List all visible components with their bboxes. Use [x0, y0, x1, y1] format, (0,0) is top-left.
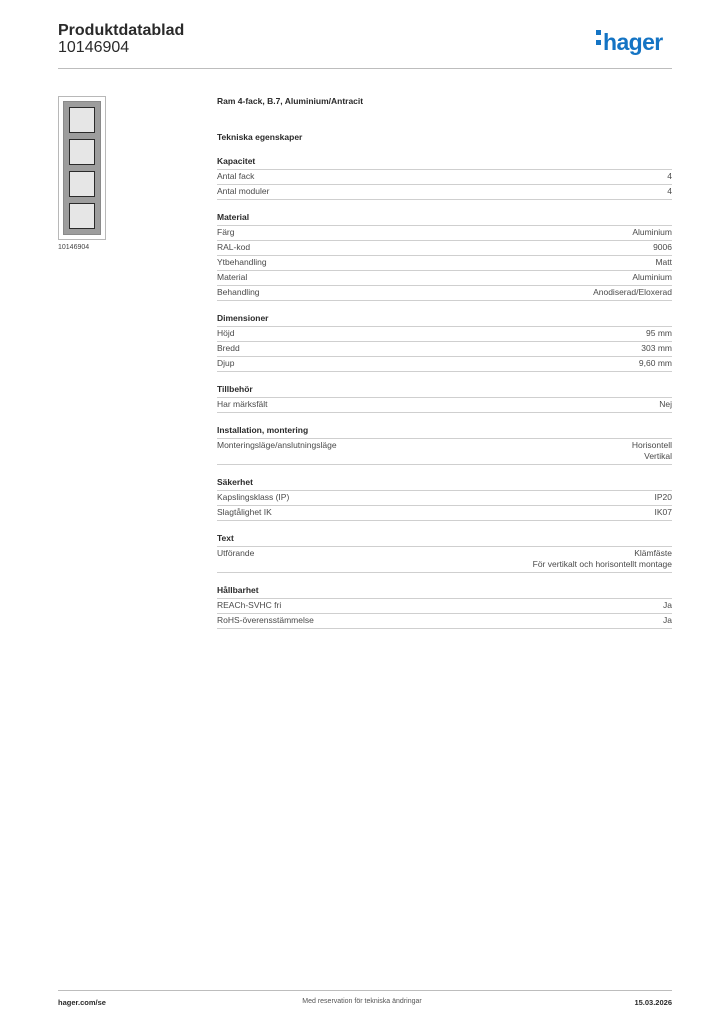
spec-row	[217, 439, 672, 465]
logo-colon-icon	[596, 27, 601, 50]
spec-label: Slagtålighet IK	[217, 507, 272, 517]
image-caption: 10146904	[58, 244, 90, 251]
spec-value-line: Ja	[663, 600, 672, 610]
section-heading: Tillbehör	[217, 384, 672, 398]
spec-row	[217, 342, 672, 357]
spec-label: Utförande	[217, 548, 255, 558]
spec-row	[217, 256, 672, 271]
spec-value-line: Horisontell	[631, 440, 672, 450]
spec-section	[217, 156, 672, 200]
footer-date: 15.03.2026	[634, 998, 672, 1007]
spec-value-line: 4	[667, 171, 672, 181]
spec-column	[217, 95, 672, 629]
spec-value	[655, 492, 673, 503]
spec-value-line: Aluminium	[632, 272, 672, 282]
spec-value-line: 9,60 mm	[638, 358, 672, 368]
spec-value	[667, 171, 672, 182]
spec-section	[217, 384, 672, 413]
spec-label: RAL-kod	[217, 242, 251, 252]
spec-row	[217, 398, 672, 413]
spec-value	[659, 399, 672, 410]
spec-value-line: Nej	[659, 399, 672, 409]
footer-website[interactable]: hager.com/se	[58, 998, 106, 1007]
spec-section	[217, 477, 672, 521]
spec-value	[655, 507, 673, 518]
spec-value-line: 4	[667, 186, 672, 196]
spec-label: REACh-SVHC fri	[217, 600, 282, 610]
spec-row	[217, 614, 672, 629]
product-number: 10146904	[58, 39, 130, 56]
section-heading: Hållbarhet	[217, 585, 672, 599]
spec-sections	[217, 156, 672, 629]
spec-value	[646, 328, 672, 339]
spec-label: Bredd	[217, 343, 240, 353]
spec-row	[217, 599, 672, 614]
spec-value	[593, 287, 672, 298]
spec-value	[632, 227, 672, 238]
spec-section	[217, 533, 672, 573]
spec-row	[217, 241, 672, 256]
spec-label: Har märksfält	[217, 399, 268, 409]
spec-section	[217, 212, 672, 301]
spec-value-line: 9006	[653, 242, 672, 252]
section-heading: Installation, montering	[217, 425, 672, 439]
spec-label: Djup	[217, 358, 235, 368]
product-image	[58, 96, 106, 240]
product-name: Ram 4-fack, B.7, Aluminium/Antracit	[217, 96, 364, 106]
spec-section	[217, 313, 672, 372]
spec-value	[667, 186, 672, 197]
spec-value	[653, 242, 672, 253]
spec-value	[639, 358, 672, 369]
frame-slot	[69, 107, 95, 133]
footer-divider	[58, 990, 672, 991]
spec-section	[217, 425, 672, 465]
section-heading: Kapacitet	[217, 156, 672, 170]
spec-value-line: Ja	[663, 615, 672, 625]
spec-value	[533, 548, 672, 570]
spec-value-line: IK07	[654, 507, 672, 517]
spec-value-line: IP20	[654, 492, 672, 502]
spec-label: Monteringsläge/anslutningsläge	[217, 440, 337, 450]
spec-value-line: 95 mm	[646, 328, 672, 338]
frame-slot	[69, 139, 95, 165]
spec-value-line: Klämfäste	[634, 548, 672, 558]
section-heading: Material	[217, 212, 672, 226]
spec-label: Antal fack	[217, 171, 255, 181]
spec-value-line: Aluminium	[632, 227, 672, 237]
spec-row	[217, 357, 672, 372]
spec-section	[217, 585, 672, 629]
spec-row	[217, 327, 672, 342]
spec-value	[655, 257, 672, 268]
spec-row	[217, 185, 672, 200]
spec-value-line: Vertikal	[644, 451, 672, 461]
spec-value	[632, 272, 672, 283]
spec-label: Material	[217, 272, 248, 282]
spec-label: Ytbehandling	[217, 257, 267, 267]
spec-value	[663, 600, 672, 611]
section-heading: Säkerhet	[217, 477, 672, 491]
frame-slot	[69, 171, 95, 197]
spec-value	[632, 440, 672, 462]
spec-row	[217, 547, 672, 573]
spec-heading: Tekniska egenskaper	[217, 132, 303, 142]
spec-label: Kapslingsklass (IP)	[217, 492, 290, 502]
frame-plate	[63, 101, 101, 235]
spec-label: Behandling	[217, 287, 260, 297]
header-divider	[58, 68, 672, 69]
section-heading: Dimensioner	[217, 313, 672, 327]
spec-label: Färg	[217, 227, 235, 237]
spec-value-line: 303 mm	[641, 343, 672, 353]
spec-row	[217, 506, 672, 521]
spec-value	[641, 343, 672, 354]
spec-label: RoHS-överensstämmelse	[217, 615, 314, 625]
document-title: Produktdatablad	[58, 22, 185, 39]
spec-label: Höjd	[217, 328, 235, 338]
spec-value	[663, 615, 672, 626]
logo-text: hager	[603, 29, 663, 55]
spec-row	[217, 286, 672, 301]
hager-logo	[596, 27, 663, 55]
spec-row	[217, 271, 672, 286]
spec-label: Antal moduler	[217, 186, 270, 196]
footer-disclaimer: Med reservation för tekniska ändringar	[302, 998, 422, 1005]
spec-value-line: Matt	[655, 257, 672, 267]
spec-row	[217, 170, 672, 185]
spec-value-line: Anodiserad/Eloxerad	[593, 287, 672, 297]
frame-slot	[69, 203, 95, 229]
spec-row	[217, 491, 672, 506]
spec-row	[217, 226, 672, 241]
spec-value-line: För vertikalt och horisontellt montage	[532, 559, 672, 569]
section-heading: Text	[217, 533, 672, 547]
